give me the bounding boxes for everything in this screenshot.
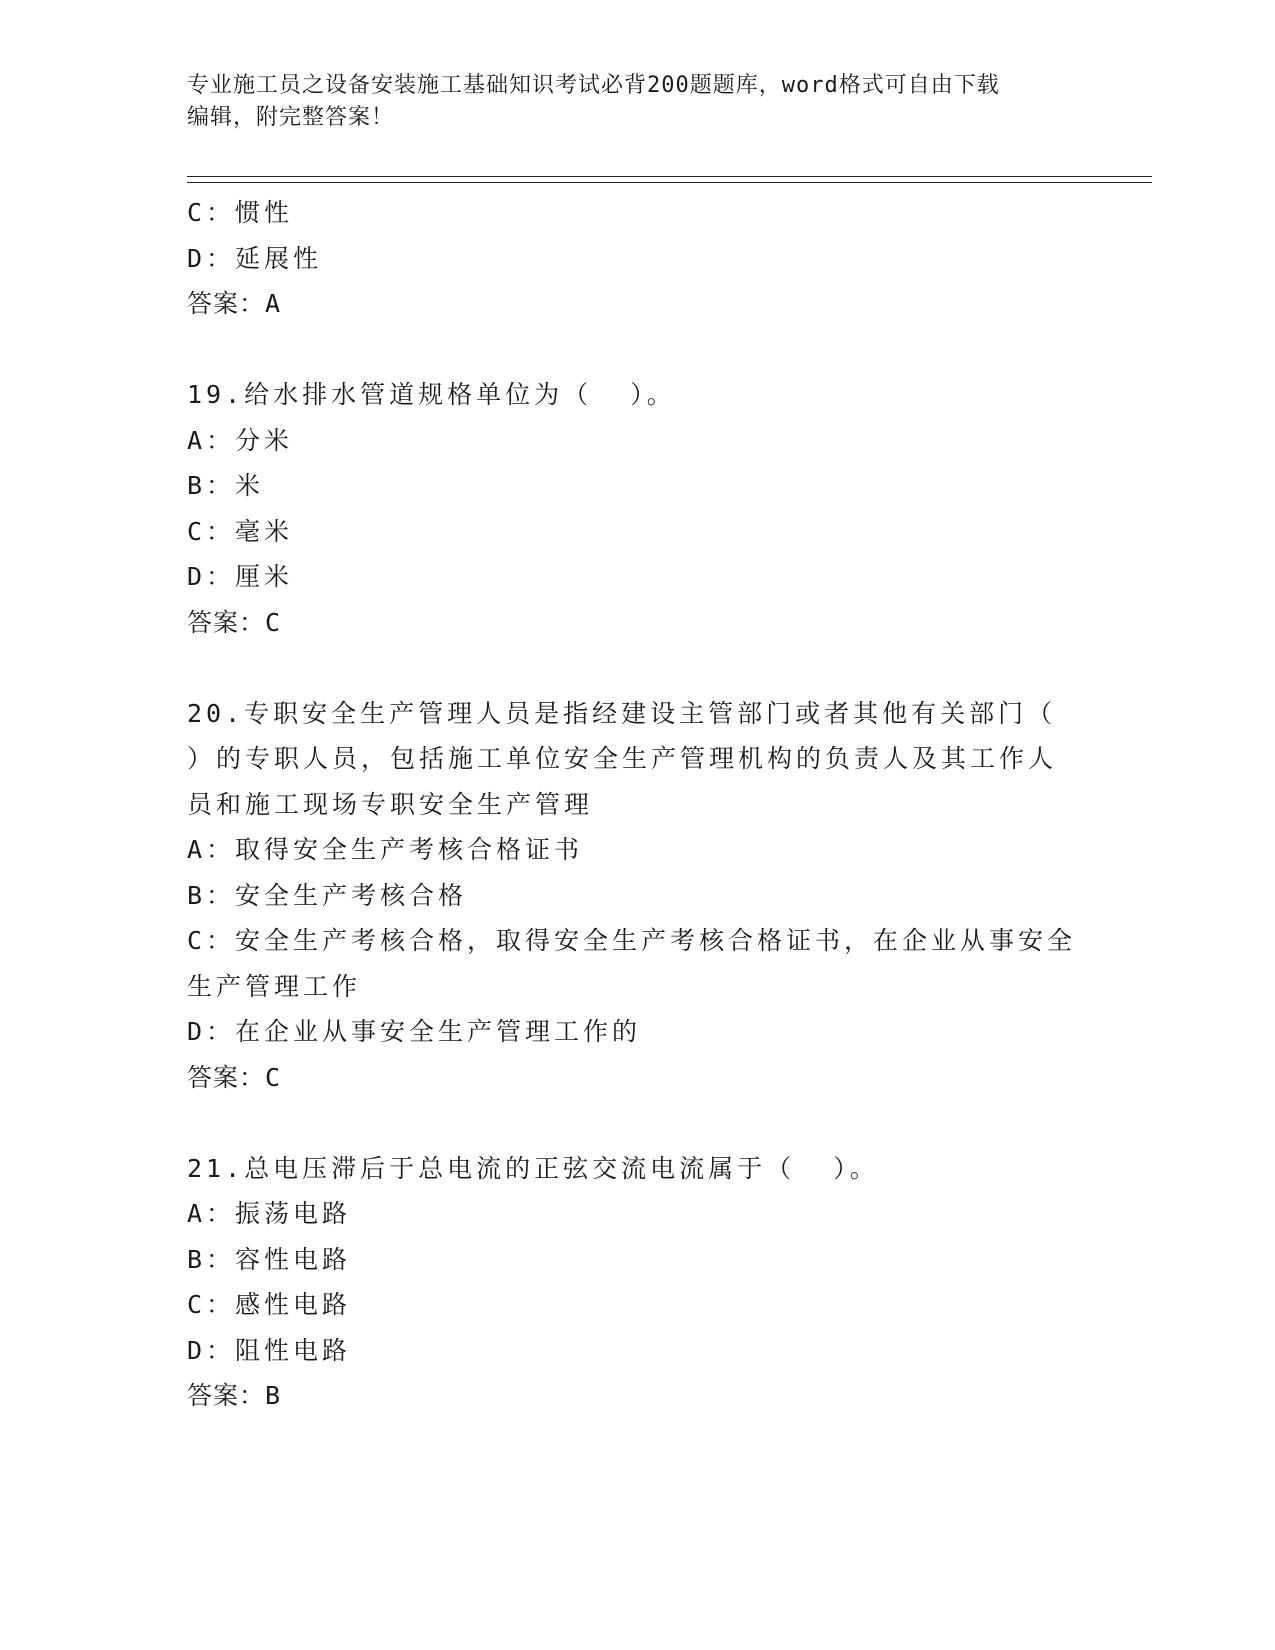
question-19 (187, 372, 1087, 645)
header-divider-bottom (187, 182, 1152, 183)
question-20 (187, 691, 1087, 1101)
q21-option-c: C：感性电路 (187, 1290, 352, 1319)
q19-option-d: D：厘米 (187, 562, 294, 591)
question-21 (187, 1146, 1087, 1419)
spacer (187, 327, 1087, 373)
q20-option-d: D：在企业从事安全生产管理工作的 (187, 1017, 642, 1046)
q20-question-line-1: 20.专职安全生产管理人员是指经建设主管部门或者其他有关部门（ (187, 698, 1057, 728)
q20-answer: 答案：C (187, 1062, 282, 1092)
q18-option-d: D：延展性 (187, 243, 323, 273)
q20-option-c-line-2: 生产管理工作 (187, 971, 362, 1001)
spacer (187, 1100, 1087, 1146)
q21-question: 21.总电压滞后于总电流的正弦交流电流属于（ ）。 (187, 1153, 879, 1183)
header-divider-top (187, 176, 1152, 177)
question-list (187, 190, 1087, 1419)
q18-answer: 答案：A (187, 289, 282, 318)
q20-question-line-2: ）的专职人员，包括施工单位安全生产管理机构的负责人及其工作人 (187, 744, 1058, 773)
document-header (187, 70, 1067, 134)
q21-answer: 答案：B (187, 1381, 282, 1410)
q20-question-line-3: 员和施工现场专职安全生产管理 (187, 789, 594, 819)
q21-option-a: A：振荡电路 (187, 1199, 352, 1228)
q19-answer: 答案：C (187, 607, 282, 637)
question-18-tail (187, 190, 1087, 327)
q18-option-c: C：惯性 (187, 198, 294, 227)
q20-option-c-line-1: C：安全生产考核合格，取得安全生产考核合格证书，在企业从事安全 (187, 926, 1077, 955)
q19-option-b: B：米 (187, 471, 265, 500)
header-title-line-2: 编辑，附完整答案！ (187, 105, 395, 130)
q20-option-a: A：取得安全生产考核合格证书 (187, 835, 584, 864)
header-title-line-1: 专业施工员之设备安装施工基础知识考试必背200题题库，word格式可自由下载 (187, 73, 1000, 98)
q19-question: 19.给水排水管道规格单位为（ ）。 (187, 380, 676, 409)
q21-option-b: B：容性电路 (187, 1244, 352, 1274)
q21-option-d: D：阻性电路 (187, 1335, 352, 1365)
spacer (187, 645, 1087, 691)
q19-option-a: A：分米 (187, 425, 294, 455)
q20-option-b: B：安全生产考核合格 (187, 880, 468, 910)
q19-option-c: C：毫米 (187, 516, 294, 546)
